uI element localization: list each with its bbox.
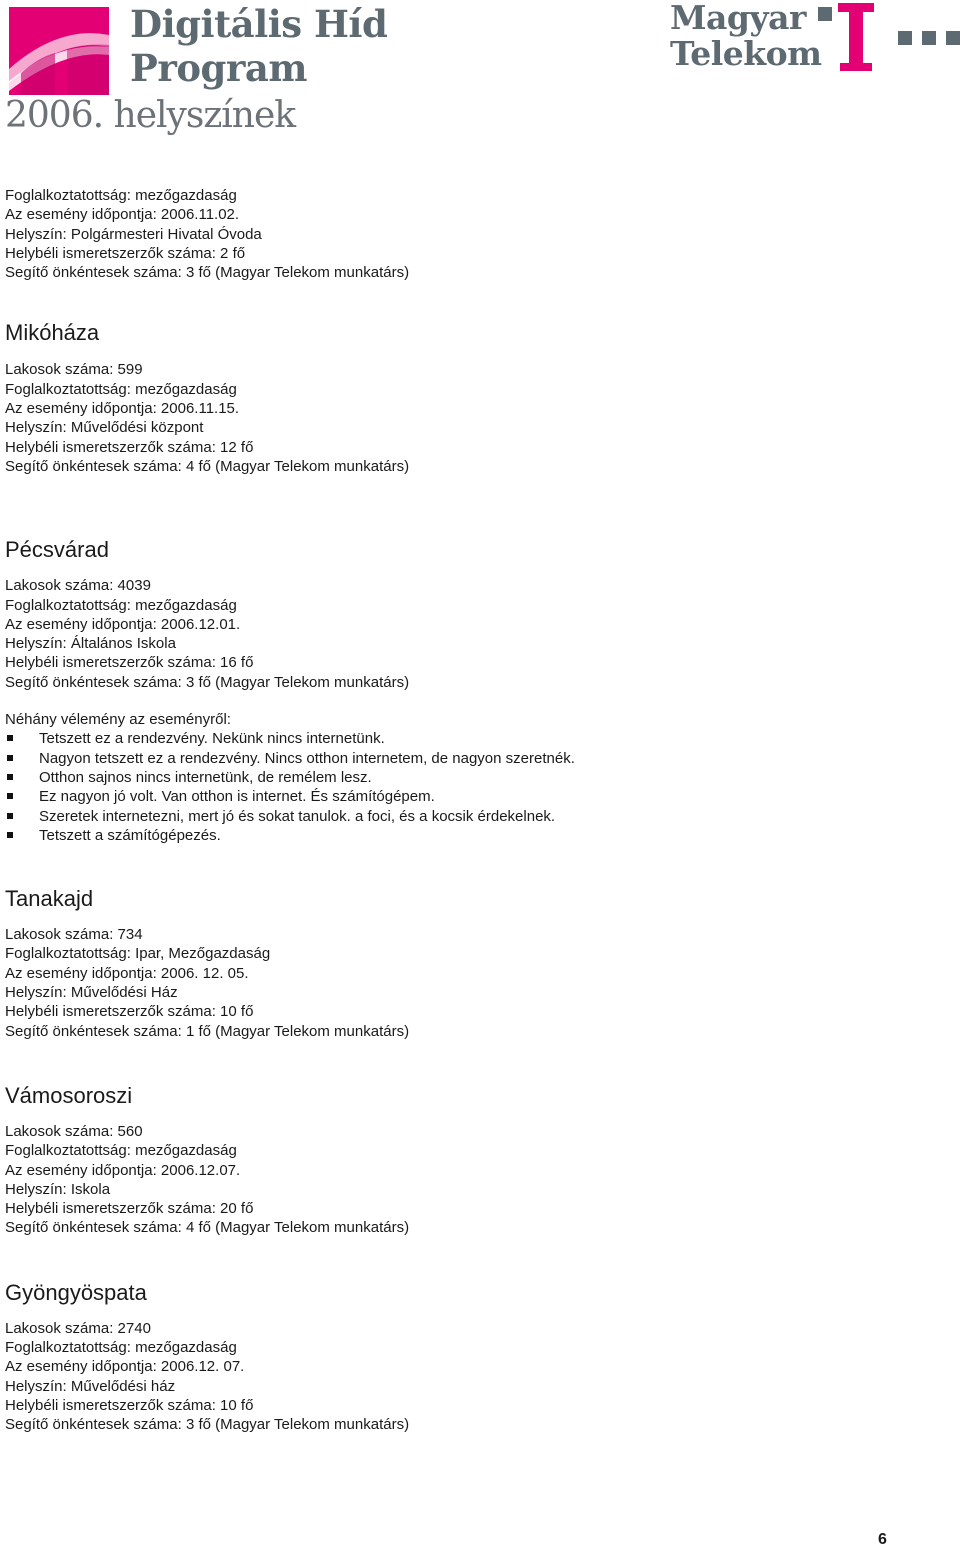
bullet-icon (7, 793, 13, 799)
detail-line: Helyszín: Művelődési Ház (5, 984, 178, 1002)
detail-line: Az esemény időpontja: 2006.12.07. (5, 1161, 241, 1179)
list-item (5, 807, 945, 826)
bullet-icon (7, 755, 13, 761)
opinion-text: Tetszett a számítógépezés. (39, 826, 221, 844)
detail-line: Helybéli ismeretszerzők száma: 16 fő (5, 654, 254, 672)
program-title (130, 2, 387, 90)
location-mikohaza (5, 320, 945, 476)
intro-line: Segítő önkéntesek száma: 3 fő (Magyar Telekom munkatárs) (5, 264, 410, 282)
detail-line: Helybéli ismeretszerzők száma: 10 fő (5, 1396, 254, 1414)
location-tanakajd (5, 886, 945, 1041)
detail-line: Foglalkoztatottság: Ipar, Mezőgazdaság (5, 945, 271, 963)
opinions-list (5, 729, 945, 845)
detail-line: Helybéli ismeretszerzők száma: 12 fő (5, 438, 254, 456)
detail-line: Lakosok száma: 2740 (5, 1319, 151, 1337)
detail-line: Az esemény időpontja: 2006.11.15. (5, 400, 240, 418)
detail-line: Foglalkoztatottság: mezőgazdaság (5, 1142, 237, 1160)
location-heading: Pécsvárad (5, 537, 109, 563)
bullet-icon (7, 832, 13, 838)
detail-line: Helyszín: Művelődési ház (5, 1377, 176, 1395)
detail-line: Segítő önkéntesek száma: 1 fő (Magyar Telekom munkatárs) (5, 1022, 410, 1040)
intro-line: Az esemény időpontja: 2006.11.02. (5, 206, 240, 224)
opinion-text: Tetszett ez a rendezvény. Nekünk nincs internetünk. (39, 730, 385, 748)
bullet-icon (7, 813, 13, 819)
bullet-icon (7, 735, 13, 741)
intro-line: Helybéli ismeretszerzők száma: 2 fő (5, 244, 246, 262)
opinions-title: Néhány vélemény az eseményről: (5, 711, 231, 729)
detail-line: Helybéli ismeretszerzők száma: 10 fő (5, 1003, 254, 1021)
list-item (5, 826, 945, 845)
page-header (0, 0, 960, 150)
detail-line: Az esemény időpontja: 2006.12.01. (5, 615, 241, 633)
location-heading: Mikóháza (5, 320, 100, 346)
list-item (5, 787, 945, 806)
detail-line: Helybéli ismeretszerzők száma: 20 fő (5, 1200, 254, 1218)
detail-line: Segítő önkéntesek száma: 4 fő (Magyar Telekom munkatárs) (5, 1219, 410, 1237)
detail-line: Foglalkoztatottság: mezőgazdaság (5, 1338, 237, 1356)
opinion-text: Ez nagyon jó volt. Van otthon is internet. És számítógépem. (39, 788, 435, 806)
opinion-text: Nagyon tetszett ez a rendezvény. Nincs otthon internetem, de nagyon szeretnék. (39, 749, 575, 767)
digitalis-hid-logo-icon (9, 7, 109, 95)
list-item (5, 749, 945, 768)
location-heading: Vámosoroszi (5, 1082, 133, 1108)
magyar-telekom-logo-text (670, 0, 822, 72)
detail-line: Foglalkoztatottság: mezőgazdaság (5, 380, 237, 398)
bullet-icon (7, 774, 13, 780)
detail-line: Az esemény időpontja: 2006.12. 07. (5, 1358, 245, 1376)
telekom-t-logo-icon (818, 3, 960, 71)
intro-section (5, 186, 945, 282)
detail-line: Helyszín: Iskola (5, 1180, 111, 1198)
document-body (5, 186, 945, 1434)
detail-line: Lakosok száma: 734 (5, 926, 143, 944)
telekom-line2: Telekom (670, 34, 822, 73)
location-heading: Tanakajd (5, 886, 94, 912)
detail-line: Segítő önkéntesek száma: 4 fő (Magyar Telekom munkatárs) (5, 457, 410, 475)
location-heading: Gyöngyöspata (5, 1279, 147, 1305)
detail-line: Foglalkoztatottság: mezőgazdaság (5, 596, 237, 614)
detail-line: Az esemény időpontja: 2006. 12. 05. (5, 964, 249, 982)
location-vamosoroszi (5, 1083, 945, 1238)
opinion-text: Otthon sajnos nincs internetünk, de remélem lesz. (39, 768, 372, 786)
detail-line: Helyszín: Művelődési központ (5, 419, 204, 437)
list-item (5, 729, 945, 748)
telekom-line1: Magyar (670, 0, 806, 37)
detail-line: Segítő önkéntesek száma: 3 fő (Magyar Telekom munkatárs) (5, 673, 410, 691)
page-number: 6 (878, 1531, 887, 1548)
detail-line: Lakosok száma: 560 (5, 1122, 143, 1140)
page-title: 2006. helyszínek (5, 95, 296, 136)
detail-line: Helyszín: Általános Iskola (5, 635, 176, 653)
intro-line: Helyszín: Polgármesteri Hivatal Óvoda (5, 225, 262, 243)
opinion-text: Szeretek internetezni, mert jó és sokat tanulok. a foci, és a kocsik érdekelnek. (39, 807, 556, 825)
intro-line: Foglalkoztatottság: mezőgazdaság (5, 187, 237, 204)
location-pecsvarad (5, 537, 945, 845)
detail-line: Lakosok száma: 4039 (5, 577, 151, 595)
detail-line: Segítő önkéntesek száma: 3 fő (Magyar Telekom munkatárs) (5, 1416, 410, 1434)
list-item (5, 768, 945, 787)
detail-line: Lakosok száma: 599 (5, 361, 143, 379)
program-title-line2: Program (130, 46, 307, 90)
program-title-line1: Digitális Híd (130, 2, 388, 46)
location-gyongyospata (5, 1280, 945, 1435)
